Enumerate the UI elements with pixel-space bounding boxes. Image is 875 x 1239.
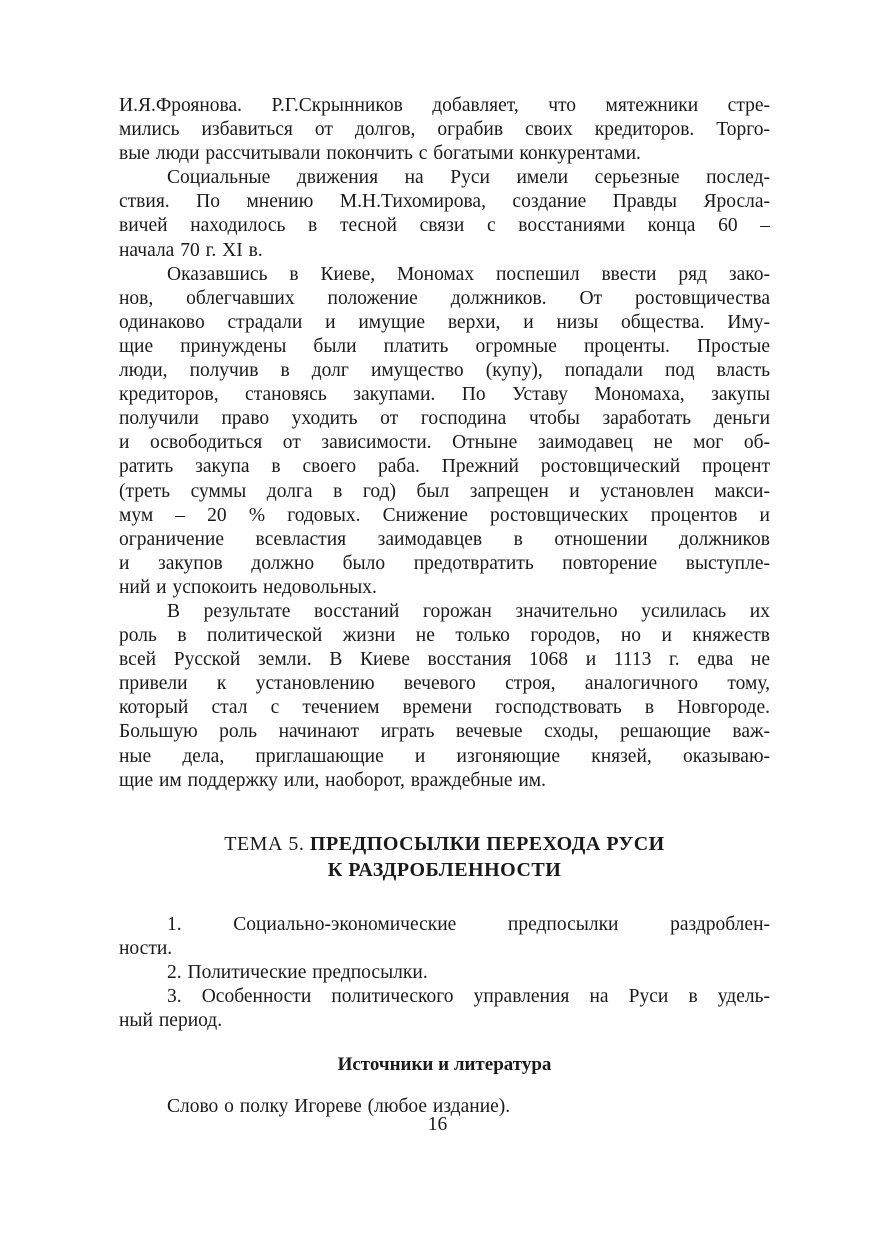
text-line: 1. Социально-экономические предпосылки раздроблен- (167, 913, 770, 935)
text-line: ограничение всевластия заимодавцев в отношении должников (119, 528, 770, 550)
text-line: привели к установлению вечевого строя, аналогичного тому, (119, 673, 770, 695)
source-item: Слово о полку Игореве (любое издание). (167, 1096, 511, 1118)
text-line: Оказавшись в Киеве, Мономах поспешил ввести ряд зако- (167, 263, 770, 285)
text-line: который стал с течением времени господствовать в Новгороде. (119, 697, 770, 719)
plan-item-1 (119, 913, 770, 961)
text-line: кредиторов, становясь закупами. По Уставу Мономаха, закупы (119, 384, 770, 406)
text-line: получили право уходить от господина чтобы заработать деньги (119, 408, 770, 430)
text-line: И.Я.Фроянова. Р.Г.Скрынников добавляет, что мятежники стре- (119, 95, 770, 116)
topic-heading (119, 831, 770, 883)
page-body (119, 94, 770, 1119)
text-line: щие принуждены были платить огромные проценты. Простые (119, 335, 770, 357)
plan-item-2 (119, 961, 770, 985)
topic-heading-line-1 (119, 831, 770, 857)
plan-item-3 (119, 985, 770, 1033)
text-line: люди, получив в долг имущество (купу), попадали под власть (119, 360, 770, 382)
text-line: (треть суммы долга в год) был запрещен и установлен макси- (119, 480, 770, 502)
text-line: роль в политической жизни не только городов, но и княжеств (119, 625, 770, 647)
paragraph-1 (119, 94, 770, 166)
text-line: мились избавиться от долгов, ограбив своих кредиторов. Торго- (119, 119, 770, 141)
text-line: всей Русской земли. В Киеве восстания 1068 и 1113 г. едва не (119, 649, 770, 671)
plan-list (119, 913, 770, 1033)
text-line: ный период. (119, 1010, 223, 1032)
topic-title-part-1: ПРЕДПОСЫЛКИ ПЕРЕХОДА РУСИ (309, 832, 665, 855)
paragraph-2 (119, 166, 770, 262)
paragraph-4 (119, 600, 770, 793)
text-line: ствия. По мнению М.Н.Тихомирова, создание Правды Яросла- (119, 191, 770, 213)
text-line: щие им поддержку или, наоборот, враждебные им. (119, 769, 547, 791)
paragraph-3 (119, 263, 770, 600)
text-line: 3. Особенности политического управления на Руси в удель- (167, 986, 770, 1007)
text-line: ности. (119, 937, 173, 959)
text-line: ний и успокоить недовольных. (119, 576, 377, 598)
text-line: Социальные движения на Руси имели серьезные послед- (167, 167, 770, 189)
text-line: ратить закупа в своего раба. Прежний ростовщический процент (119, 456, 770, 478)
text-line: одинаково страдали и имущие верхи, и низы общества. Иму- (119, 311, 770, 333)
topic-title-part-2: К РАЗДРОБЛЕННОСТИ (327, 858, 562, 881)
sources-heading: Источники и литература (337, 1054, 552, 1076)
text-line: Большую роль начинают играть вечевые сходы, решающие важ- (119, 721, 770, 743)
topic-prefix: ТЕМА 5. (224, 832, 305, 855)
text-line: нов, облегчавших положение должников. От ростовщичества (119, 287, 770, 309)
text-line: вичей находилось в тесной связи с восстаниями конца 60 – (119, 215, 770, 237)
text-line: и освободиться от зависимости. Отныне заимодавец не мог об- (119, 432, 770, 454)
text-line: В результате восстаний горожан значительно усилилась их (167, 600, 770, 622)
text-line: ные дела, приглашающие и изгоняющие князей, оказываю- (119, 745, 770, 767)
page-number: 16 (427, 1114, 448, 1135)
text-line: и закупов должно было предотвратить повторение выступле- (119, 552, 770, 574)
text-line: мум – 20 % годовых. Снижение ростовщических процентов и (119, 504, 770, 526)
text-line: вые люди рассчитывали покончить с богатыми конкурентами. (119, 143, 641, 165)
text-line: начала 70 г. XI в. (119, 239, 263, 261)
text-line: 2. Политические предпосылки. (167, 961, 428, 983)
